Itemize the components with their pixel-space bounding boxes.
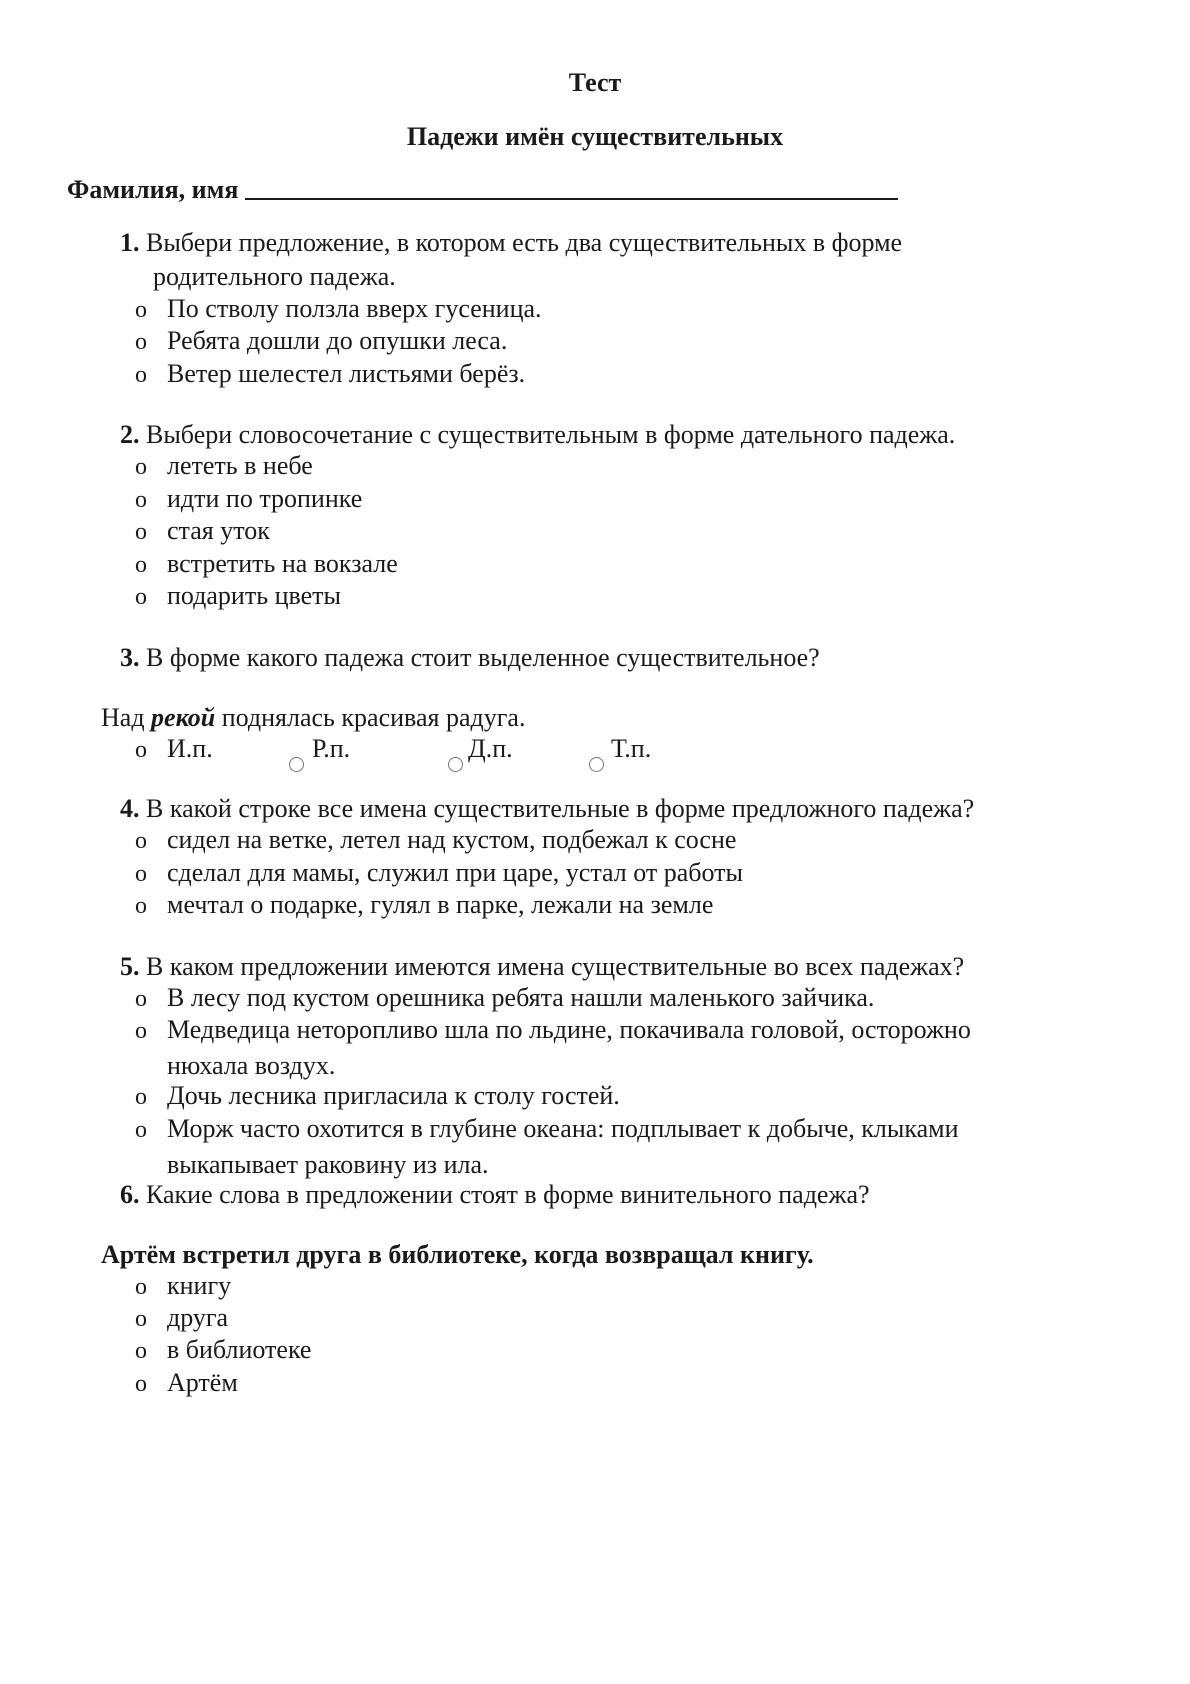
question-2 [120,422,955,448]
question-3 [120,645,820,671]
question-number: 3. [120,643,140,672]
radio-circle-icon[interactable] [289,757,304,772]
bullet-icon[interactable]: o [135,1306,147,1332]
bullet-icon[interactable]: o [135,584,147,610]
bullet-icon[interactable]: o [135,454,147,480]
name-label: Фамилия, имя [67,175,239,204]
q3-option-2[interactable]: Р.п. [312,734,351,763]
bullet-icon[interactable]: o [135,552,147,578]
question-1-line2: родительного падежа. [153,262,396,291]
question-text: В форме какого падежа стоит выделенное существительное? [146,643,820,672]
question-text: Какие слова в предложении стоят в форме винительного падежа? [146,1180,870,1209]
bullet-icon[interactable]: o [135,986,147,1012]
bullet-icon[interactable]: o [135,1018,147,1044]
q1-option-2[interactable]: Ребята дошли до опушки леса. [167,326,508,355]
q1-option-3[interactable]: Ветер шелестел листьями берёз. [167,359,526,388]
q5-option-4-cont[interactable]: выкапывает раковину из ила. [167,1150,489,1179]
bullet-icon[interactable]: o [135,861,147,887]
bullet-icon[interactable]: o [135,1274,147,1300]
question-number: 4. [120,794,140,823]
question-1-line1 [120,230,902,256]
bullet-icon[interactable]: o [135,893,147,919]
question-text: Выбери предложение, в котором есть два существительных в форме [146,228,903,257]
q6-option-3[interactable]: в библиотеке [167,1335,312,1364]
question-4 [120,796,974,822]
question-5 [120,954,964,980]
bullet-icon[interactable]: o [135,487,147,513]
q3-sentence [101,705,525,731]
q2-option-1[interactable]: лететь в небе [167,451,313,480]
name-input-line[interactable] [245,198,898,200]
question-text: Выбери словосочетание с существительным в форме дательного падежа. [146,420,956,449]
bullet-icon[interactable]: o [135,297,147,323]
question-text: В какой строке все имена существительные в форме предложного падежа? [146,794,975,823]
question-number: 1. [120,228,140,257]
q4-option-3[interactable]: мечтал о подарке, гулял в парке, лежали на земле [167,890,714,919]
page-title: Тест [568,68,622,97]
page-subtitle: Падежи имён существительных [406,122,784,151]
q2-option-5[interactable]: подарить цветы [167,581,341,610]
q2-option-3[interactable]: стая уток [167,516,270,545]
bullet-icon[interactable]: o [135,1084,147,1110]
q6-option-1[interactable]: книгу [167,1271,232,1300]
sentence-start: Над [101,703,145,732]
q4-option-1[interactable]: сидел на ветке, летел над кустом, подбежал к сосне [167,825,737,854]
bullet-icon[interactable]: o [135,828,147,854]
q6-option-2[interactable]: друга [167,1303,229,1332]
question-number: 2. [120,420,140,449]
bullet-icon[interactable]: o [135,519,147,545]
bullet-icon[interactable]: o [135,737,147,763]
q3-option-4[interactable]: Т.п. [611,734,652,763]
bullet-icon[interactable]: o [135,329,147,355]
q1-option-1[interactable]: По стволу ползла вверх гусеница. [167,294,542,323]
q5-option-1[interactable]: В лесу под кустом орешника ребята нашли маленького зайчика. [167,983,875,1012]
question-number: 6. [120,1180,140,1209]
question-6 [120,1182,870,1208]
q2-option-2[interactable]: идти по тропинке [167,484,363,513]
question-number: 5. [120,952,140,981]
q5-option-2[interactable]: Медведица неторопливо шла по льдине, покачивала головой, осторожно [167,1015,971,1044]
radio-circle-icon[interactable] [448,757,463,772]
q3-option-3[interactable]: Д.п. [468,734,513,763]
q5-option-3[interactable]: Дочь лесника пригласила к столу гостей. [167,1081,620,1110]
question-text: В каком предложении имеются имена существительные во всех падежах? [146,952,965,981]
radio-circle-icon[interactable] [589,757,604,772]
highlighted-noun: рекой [151,703,216,732]
bullet-icon[interactable]: o [135,1371,147,1397]
q5-option-2-cont[interactable]: нюхала воздух. [167,1051,336,1080]
q4-option-2[interactable]: сделал для мамы, служил при царе, устал от работы [167,858,744,887]
q6-option-4[interactable]: Артём [167,1368,238,1397]
bullet-icon[interactable]: o [135,1117,147,1143]
bullet-icon[interactable]: o [135,362,147,388]
q2-option-4[interactable]: встретить на вокзале [167,549,398,578]
bullet-icon[interactable]: o [135,1338,147,1364]
q6-sentence: Артём встретил друга в библиотеке, когда возвращал книгу. [101,1240,814,1269]
q3-option-1[interactable]: И.п. [167,734,213,763]
sentence-end: поднялась красивая радуга. [221,703,526,732]
q5-option-4[interactable]: Морж часто охотится в глубине океана: подплывает к добыче, клыками [167,1114,959,1143]
